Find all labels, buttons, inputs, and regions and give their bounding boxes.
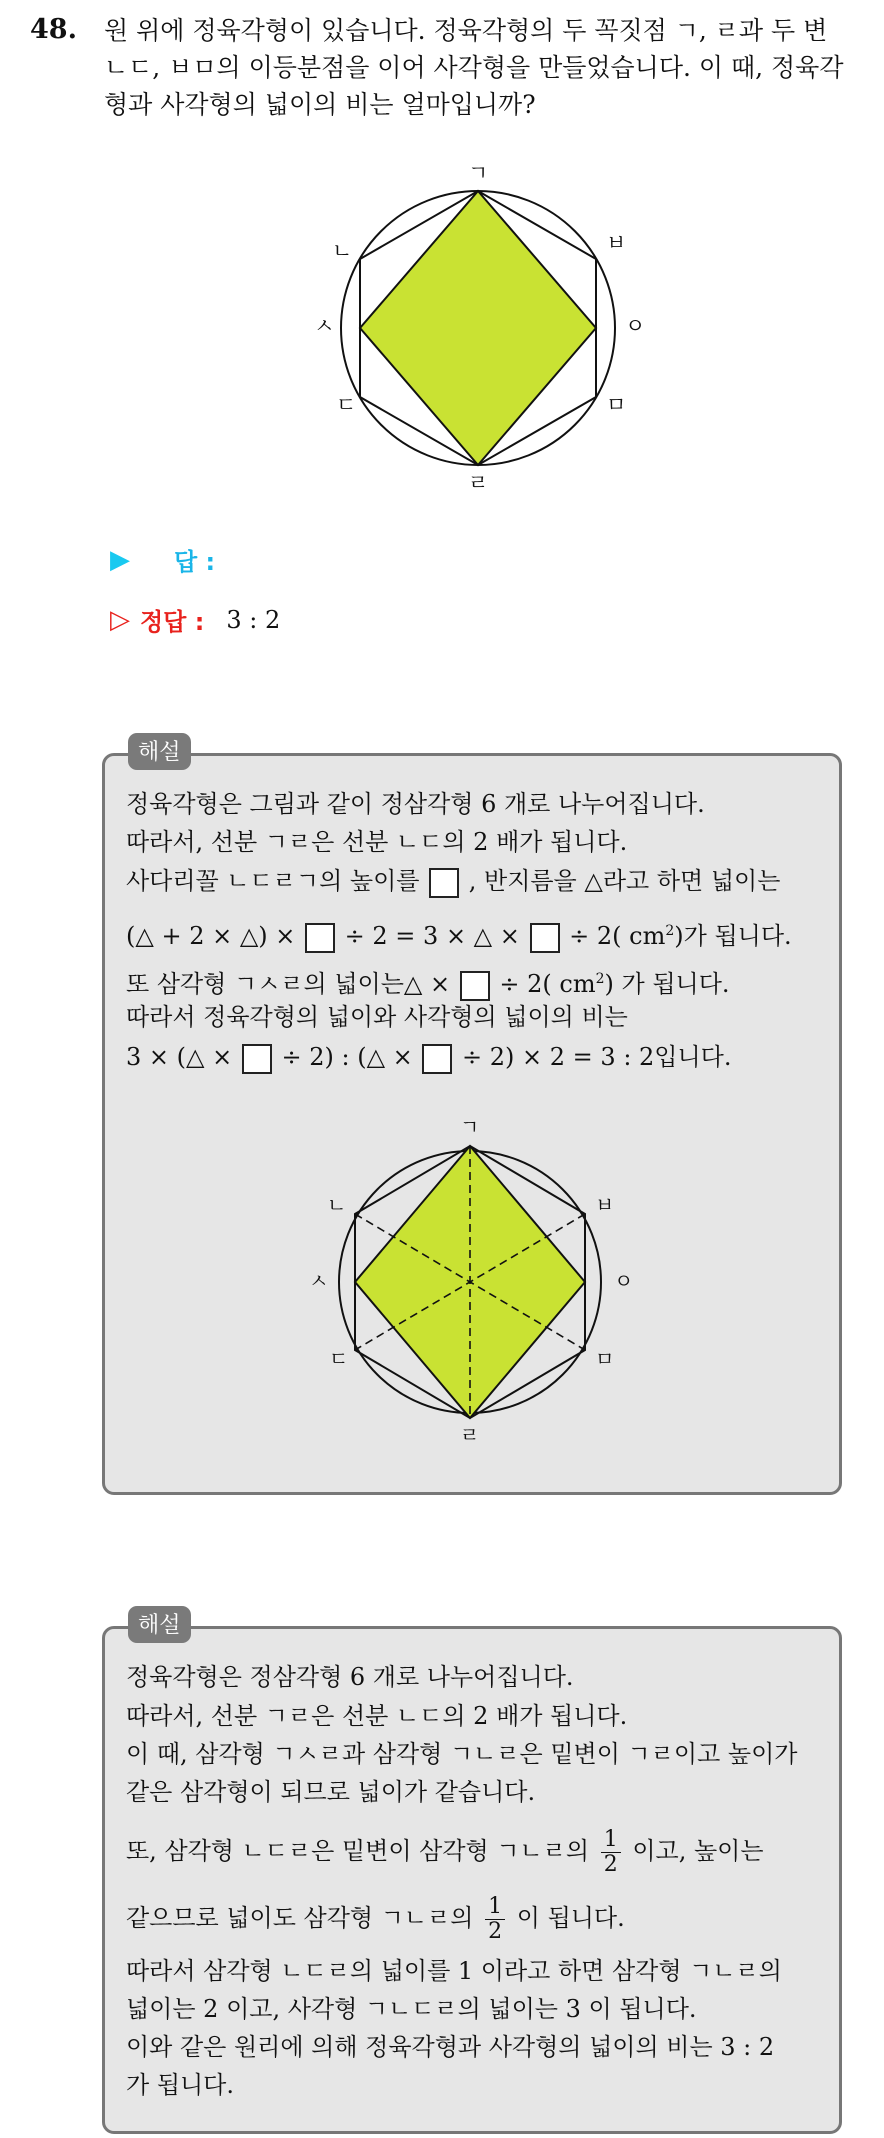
text-fragment: 이 됩니다. <box>516 1904 625 1932</box>
solution-tag-1: 해설 <box>128 733 191 770</box>
solution2-line <box>126 1828 764 1877</box>
label-siot: ㅅ <box>314 314 335 338</box>
text-fragment: ÷ 2( cm <box>499 970 596 998</box>
solution2-line: 넓이는 2 이고, 사각형 ㄱㄴㄷㄹ의 넓이는 3 이 됩니다. <box>126 1995 697 2023</box>
label-bieup: ㅂ <box>595 1193 615 1217</box>
text-fragment: 사다리꼴 ㄴㄷㄹㄱ의 높이를 <box>126 867 420 895</box>
hexagon-figure-dashed <box>295 1112 635 1447</box>
label-nieun: ㄴ <box>327 1193 347 1217</box>
text-fragment: ÷ 2( cm <box>569 922 666 950</box>
question-text <box>104 12 864 123</box>
solution1-line <box>126 962 730 1001</box>
fraction-numerator: 1 <box>485 1895 505 1920</box>
answer-label: 답 : <box>174 548 216 576</box>
solution1-line: 정육각형은 그림과 같이 정삼각형 6 개로 나누어집니다. <box>126 790 705 818</box>
superscript: 2 <box>595 971 605 987</box>
solution1-line <box>126 864 780 898</box>
text-fragment: 이고, 높이는 <box>632 1837 764 1865</box>
label-bieup: ㅂ <box>606 231 627 255</box>
solution2-line: 가 됩니다. <box>126 2071 234 2099</box>
solution2-line: 이 때, 삼각형 ㄱㅅㄹ과 삼각형 ㄱㄴㄹ은 밑변이 ㄱㄹ이고 높이가 <box>126 1740 798 1768</box>
correct-answer-value: 3 : 2 <box>226 605 281 634</box>
solution1-line <box>126 1040 732 1074</box>
height-box-icon <box>422 1044 452 1074</box>
height-box-icon <box>429 868 459 898</box>
height-box-icon <box>242 1044 272 1074</box>
correct-marker-icon: ▷ <box>110 604 130 635</box>
label-giyeok: ㄱ <box>468 161 489 185</box>
label-nieun: ㄴ <box>332 239 353 263</box>
solution2-line: 같은 삼각형이 되므로 넓이가 같습니다. <box>126 1778 536 1806</box>
label-digeut: ㄷ <box>329 1347 349 1371</box>
question-line: 형과 사각형의 넓이의 비는 얼마입니까? <box>104 90 536 119</box>
text-fragment: 같으므로 넓이도 삼각형 ㄱㄴㄹ의 <box>126 1904 474 1932</box>
text-fragment: 3 × (△ × <box>126 1043 233 1071</box>
rhombus <box>360 191 596 465</box>
label-giyeok: ㄱ <box>460 1115 480 1139</box>
fraction-one-half <box>485 1895 505 1944</box>
label-mieum: ㅁ <box>606 393 627 417</box>
answer-row <box>110 542 215 577</box>
fraction-denominator: 2 <box>603 1852 618 1877</box>
label-ieung: ㅇ <box>625 314 646 338</box>
question-number: 48. <box>30 14 77 45</box>
text-fragment: ÷ 2 = 3 × △ × <box>344 922 520 950</box>
fraction-denominator: 2 <box>488 1919 503 1944</box>
label-mieum: ㅁ <box>595 1347 615 1371</box>
text-fragment: ÷ 2) : (△ × <box>281 1043 413 1071</box>
solution1-line <box>126 914 792 953</box>
label-ieung: ㅇ <box>614 1269 634 1293</box>
solution2-line: 정육각형은 정삼각형 6 개로 나누어집니다. <box>126 1663 574 1691</box>
text-fragment: )가 됩니다. <box>674 922 792 950</box>
superscript: 2 <box>665 923 675 939</box>
fraction-one-half <box>601 1828 621 1877</box>
height-box-icon <box>530 923 560 953</box>
text-fragment: 또, 삼각형 ㄴㄷㄹ은 밑변이 삼각형 ㄱㄴㄹ의 <box>126 1837 590 1865</box>
solution1-line: 따라서 정육각형의 넓이와 사각형의 넓이의 비는 <box>126 1003 628 1031</box>
solution1-line: 따라서, 선분 ㄱㄹ은 선분 ㄴㄷ의 2 배가 됩니다. <box>126 828 628 856</box>
question-line: 원 위에 정육각형이 있습니다. 정육각형의 두 꼭짓점 ㄱ, ㄹ과 두 변 <box>104 16 828 45</box>
label-rieul: ㄹ <box>468 471 489 495</box>
solution2-line <box>126 1895 625 1944</box>
text-fragment: , 반지름을 △라고 하면 넓이는 <box>468 867 781 895</box>
solution2-line: 이와 같은 원리에 의해 정육각형과 사각형의 넓이의 비는 3 : 2 <box>126 2033 775 2061</box>
correct-answer-row <box>110 602 280 637</box>
solution2-line: 따라서, 선분 ㄱㄹ은 선분 ㄴㄷ의 2 배가 됩니다. <box>126 1702 628 1730</box>
text-fragment: ÷ 2) × 2 = 3 : 2입니다. <box>462 1043 732 1071</box>
question-line: ㄴㄷ, ㅂㅁ의 이등분점을 이어 사각형을 만들었습니다. 이 때, 정육각 <box>104 53 844 82</box>
solution2-line: 따라서 삼각형 ㄴㄷㄹ의 넓이를 1 이라고 하면 삼각형 ㄱㄴㄹ의 <box>126 1957 782 1985</box>
hexagon-figure <box>300 150 646 495</box>
text-fragment: 또 삼각형 ㄱㅅㄹ의 넓이는△ × <box>126 970 451 998</box>
label-digeut: ㄷ <box>336 393 357 417</box>
height-box-icon <box>460 971 490 1001</box>
label-siot: ㅅ <box>309 1269 329 1293</box>
answer-marker-icon: ▶ <box>110 544 130 575</box>
text-fragment: (△ + 2 × △) × <box>126 922 296 950</box>
text-fragment: ) 가 됩니다. <box>604 970 730 998</box>
correct-answer-label: 정답 : <box>140 608 205 636</box>
height-box-icon <box>305 923 335 953</box>
label-rieul: ㄹ <box>460 1423 480 1447</box>
solution-tag-2: 해설 <box>128 1606 191 1643</box>
fraction-numerator: 1 <box>601 1828 621 1853</box>
